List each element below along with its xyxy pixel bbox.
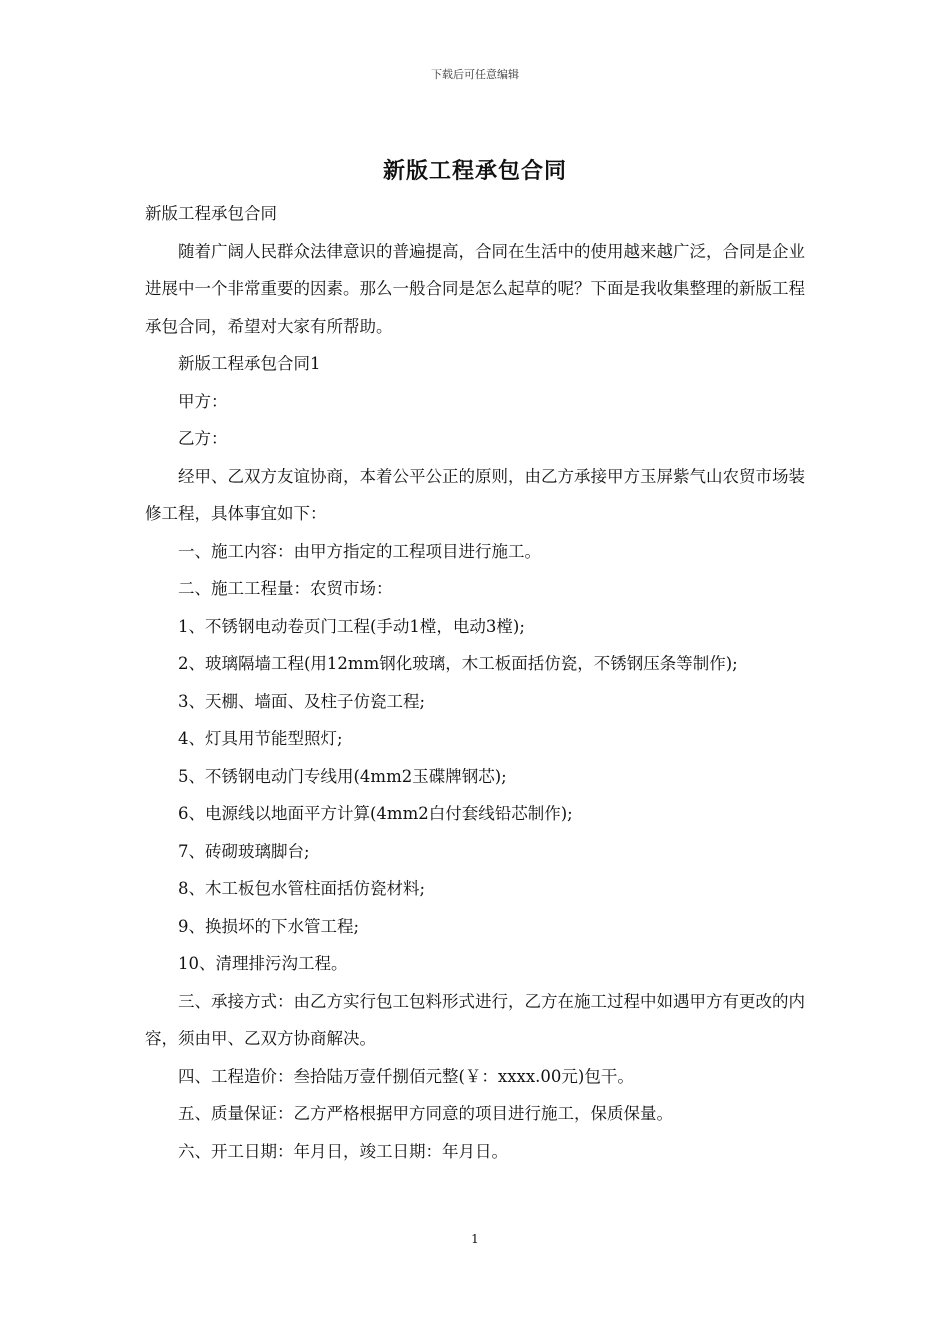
list-item: 7、砖砌玻璃脚台; (178, 841, 310, 861)
list-item: 3、天棚、墙面、及柱子仿瓷工程; (178, 691, 426, 711)
clause-paragraph: 四、工程造价：叁拾陆万壹仟捌佰元整(￥：xxxx.00元)包干。 (178, 1066, 634, 1086)
contract-heading: 新版工程承包合同1 (178, 354, 321, 373)
clause-paragraph: 六、开工日期：年月日，竣工日期：年月日。 (178, 1141, 508, 1161)
party-a-line: 甲方： (178, 391, 228, 411)
list-item: 1、不锈钢电动卷页门工程(手动1樘，电动3樘); (178, 616, 525, 636)
clause-paragraph: 一、施工内容：由甲方指定的工程项目进行施工。 (178, 541, 541, 561)
list-item: 2、玻璃隔墙工程(用12mm钢化玻璃，木工板面括仿瓷，不锈钢压条等制作); (178, 654, 738, 673)
page-number: 1 (471, 1232, 479, 1246)
list-item: 5、不锈钢电动门专线用(4mm2玉碟牌钢芯); (178, 766, 507, 786)
clause-paragraph: 五、质量保证：乙方严格根据甲方同意的项目进行施工，保质保量。 (178, 1104, 673, 1123)
header-note: 下载后可任意编辑 (431, 68, 519, 81)
document-title: 新版工程承包合同 (382, 158, 567, 184)
clause-paragraph: 三、承接方式：由乙方实行包工包料形式进行，乙方在施工过程中如遇甲方有更改的内容，须由甲、乙双方协商解决。 (145, 991, 805, 1048)
subtitle-paragraph: 新版工程承包合同 (145, 204, 277, 223)
clause-paragraph: 二、施工工程量：农贸市场： (178, 579, 393, 598)
preamble-paragraph: 经甲、乙双方友谊协商，本着公平公正的原则，由乙方承接甲方玉屏紫气山农贸市场装修工程，具体事宜如下： (145, 466, 805, 523)
list-item: 8、木工板包水管柱面括仿瓷材料; (178, 879, 426, 898)
party-b-line: 乙方： (178, 429, 228, 448)
list-item: 6、电源线以地面平方计算(4mm2白付套线铅芯制作); (178, 804, 573, 823)
intro-paragraph: 随着广阔人民群众法律意识的普遍提高，合同在生活中的使用越来越广泛，合同是企业进展中一个非常重要的因素。那么一般合同是怎么起草的呢？下面是我收集整理的新版工程承包合同，希望对大家有所帮助。 (145, 241, 805, 336)
list-item: 4、灯具用节能型照灯; (178, 729, 343, 748)
list-item: 10、清理排污沟工程。 (178, 954, 348, 973)
document-body (145, 195, 810, 1170)
list-item: 9、换损坏的下水管工程; (178, 916, 360, 936)
